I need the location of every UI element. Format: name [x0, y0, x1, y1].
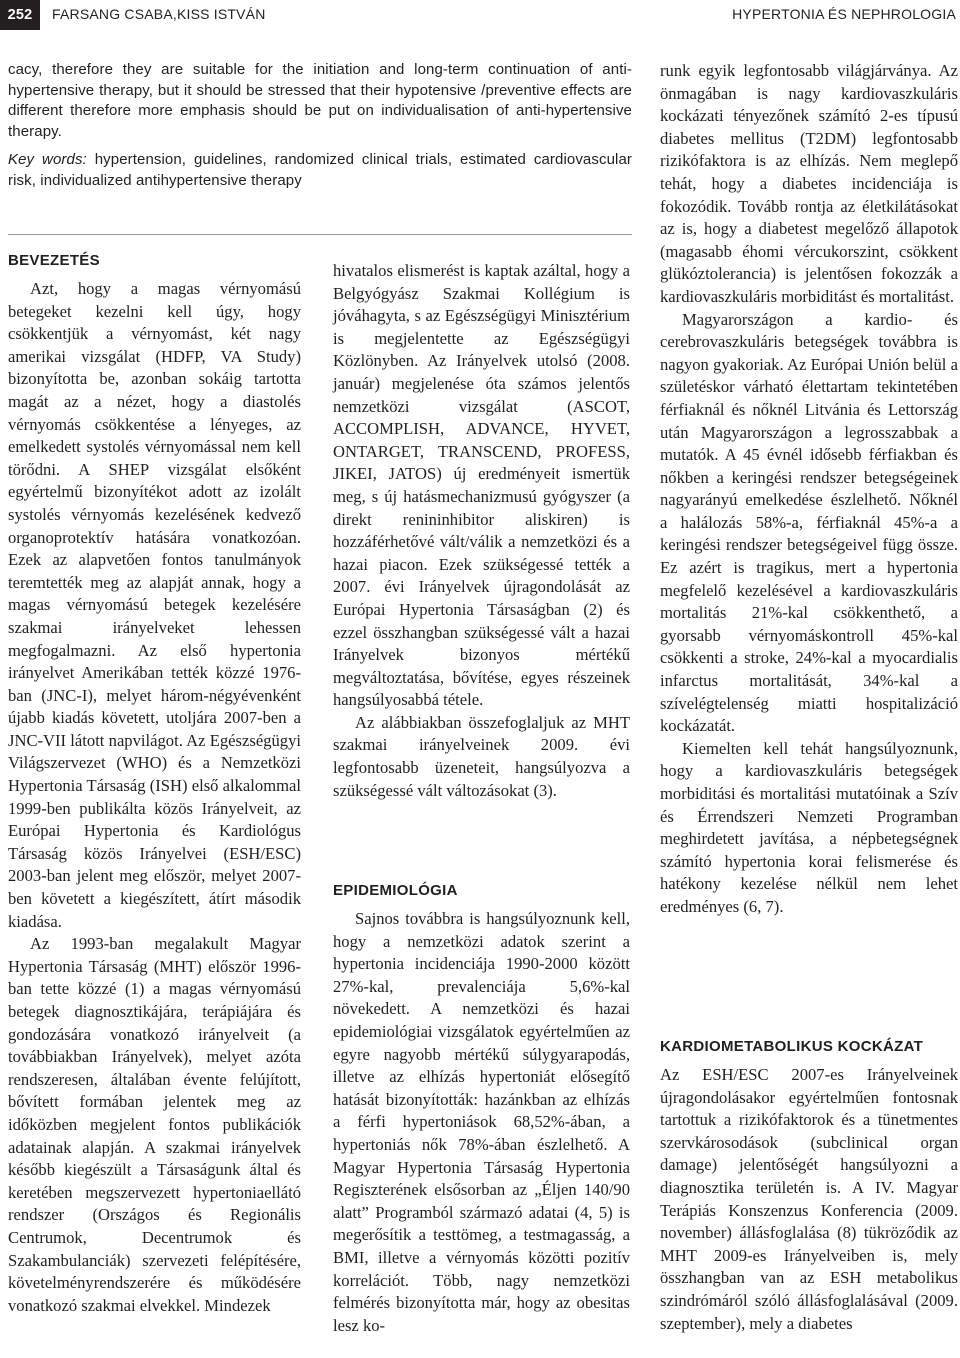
- section-heading-bevezetes: BEVEZETÉS: [8, 252, 100, 269]
- section-heading-epidemiologia: EPIDEMIOLÓGIA: [333, 882, 458, 899]
- text-column-3-continued: [660, 1064, 958, 1335]
- section-heading-kardiometabolikus: KARDIOMETABOLIKUS KOCKÁZAT: [660, 1038, 924, 1055]
- keywords: [8, 150, 632, 191]
- abstract-divider: [8, 234, 632, 235]
- running-journal-title: HYPERTONIA ÉS NEPHROLOGIA: [732, 6, 956, 22]
- paragraph: Magyarországon a kardio- és cerebrovaszkuláris betegségek továbbra is nagyon gyakoriak. Az Európai Unión belül a születéskor várható élettartam tekintetében férfiaknál és nőknél Litvánia és Lettország után Magyarországon a legrosszabbak a mutatók. A 45 évnél idősebb férfiakban és nőkben a keringési rendszer betegségeinek nagyarányú emelkedése észlelhető. Nőknél a halálozás 58%-a, férfiaknál 45%-a a keringési rendszer betegségeivel függ össze. Ez azért is tragikus, mert a hypertonia megfelelő kezelésével a kardiovaszkuláris mortalitás 21%-kal csökkenthető, a gyorsabb vérnyomáskontroll 45%-kal csökkenti a stroke, 24%-kal a myocardialis infarctus mortalitását, 34%-kal a szívelégtelenség miatti hospitalizáció kockázatát.: [660, 309, 958, 736]
- text-column-1: [8, 278, 301, 1317]
- english-abstract: [8, 60, 632, 192]
- paragraph: Azt, hogy a magas vérnyomású betegeket kezelni kell úgy, hogy csökkentjük a vérnyomást, két nagy amerikai vizsgálat (HDFP, VA Study) bizonyította be, azonban sokáig tartotta magát az a nézet, hogy a diastolés vérnyomás csökkentése a lényeges, az emelkedett systolés vérnyomással nem kell törődni. A SHEP vizsgálat elsőként egyértelmű bizonyítékot adott az izolált systolés vérnyomás kezelésének kedvező organoprotektív hatására vonatkozóan. Ezek az alapvetően fontos tanulmányok teremtették meg az alapját annak, hogy a magas vérnyomású betegek kezelésére szakmai irányelveket lehessen megfogalmazni. Az első hypertonia irányelvet Amerikában tették közzé 1976-ban (JNC-I), melyet három-négyévenként újabb kiadás követett, utoljára 2007-ben a JNC-VII látott napvilágot. Az Egészségügyi Világszervezet (WHO) és a Nemzetközi Hypertonia Társaság (ISH) első alkalommal 1999-ben publikálta közös Irányelveit, az Európai Hypertonia és Kardiológus Társaság közös Irányelvei (ESH/ESC) 2003-ban jelent meg először, melyet 2007-ben követett a kiegészített, átírt második kiadása.: [8, 279, 301, 931]
- paragraph: hivatalos elismerést is kaptak azáltal, hogy a Belgyógyász Szakmai Kollégium is jóváhagyta, s az Egészségügyi Minisztérium is megjelentette az Egészségügyi Közlönyben. Az Irányelvek utolsó (2008. január) megjelenése óta számos jelentős nemzetközi vizsgálat (ASCOT, ACCOMPLISH, ADVANCE, HYVET, ONTARGET, TRANSCEND, PROFESS, JIKEI, JATOS) új eredményeit ismertük meg, s új hatásmechanizmusú gyógyszer (a direkt renininhibitor aliskiren) is hozzáférhetővé vált/válik a nemzetközi és a hazai piacon. Ezek szükségessé tették a 2007. évi Irányelvek újragondolását az Európai Hypertonia Társaságban (2) és ezzel összhangban szükségessé vált a hazai Irányelvek bizonyos mértékű megváltoztatása, bővítése, egyes részeinek hangsúlyosabbá tétele.: [333, 261, 630, 710]
- paragraph: runk egyik legfontosabb világjárványa. Az önmagában is nagy kardiovaszkuláris kockázati tényezőnek számító 2-es típusú diabetes mellitus (T2DM) legfontosabb rizikófaktora is az elhízás. Nem meglepő tehát, hogy a diabetes incidenciája is fokozódik. Tovább rontja az életkilátásokat az is, hogy a diabetest megelőző állapotok (magasabb éhomi vércukorszint, csökkent glükóztolerancia) is jelentősen fokozzák a kardiovaszkuláris morbiditást és mortalitást.: [660, 61, 958, 306]
- paragraph: Kiemelten kell tehát hangsúlyoznunk, hogy a kardiovaszkuláris betegségek morbiditási és mortalitási mutatóinak a Szív és Érrendszeri Nemzeti Programban meghirdetett javítása, a népbetegségnek számító hypertonia korai felismerése és hatékony kezelése nélkül nem lehet eredményes (6, 7).: [660, 738, 958, 916]
- running-header: [0, 0, 960, 30]
- keywords-label: Key words:: [8, 151, 87, 169]
- text-column-2-continued: [333, 908, 630, 1337]
- text-column-2: [333, 260, 630, 802]
- paragraph: Az 1993-ban megalakult Magyar Hypertonia Társaság (MHT) először 1996-ban tette közzé (1) a magas vérnyomású betegek diagnosztikájára, terápiájára és gondozására vonatkozó irányelveit (a továbbiakban Irányelvek), melyet azóta rendszeresen, általában évente felújított, bővített formában jelentek meg az időközben megjelent fontos publikációk adatainak alapján. A szakmai irányelvek később kiegészült a Társaságunk által és keretében megszervezett hypertoniaellátó rendszer (Országos és Regionális Centrumok, Decentrumok és Szakambulanciák) szervezeti felépítésére, követelményrendszerére és működésére vonatkozó szakmai elvekkel. Mindezek: [8, 934, 301, 1315]
- paragraph: Sajnos továbbra is hangsúlyoznunk kell, hogy a nemzetközi adatok szerint a hypertonia incidenciája 1990-2000 között 27%-kal, prevalenciája 5,6%-kal növekedett. A nemzetközi és hazai epidemiológiai vizsgálatok egyértelműen az egyre nagyobb mértékű súlygyarapodás, illetve az elhízás hypertoniát elősegítő hatását bizonyították: hazánkban az elhízás a férfi hypertoniások 68,52%-ában, a hypertoniás nők 78%-ában észlelhető. A Magyar Hypertonia Társaság Hypertonia Regiszterének elsősorban az „Éljen 140/90 alatt” Programból származó adatai (4, 5) is megerősítik a testtömeg, a testmagasság, a BMI, illetve a vérnyomás közötti pozitív korrelációt. Több, nagy nemzetközi felmérés bizonyította már, hogy az obesitas lesz ko-: [333, 909, 630, 1335]
- abstract-text: cacy, therefore they are suitable for the initiation and long-term continuation of anti-hypertensive therapy, but it should be stressed that their hypotensive /preventive effects are different therefore more emphasis should be put on individualisation of anti-hypertensive therapy.: [8, 61, 632, 140]
- paragraph: Az ESH/ESC 2007-es Irányelveinek újragondolásakor egyértelműen fontosnak tartottuk a rizikófaktorok és a tünetmentes szervkárosodások (subclinical organ damage) jelentőségét hangsúlyozni a diagnosztika területén is. A IV. Magyar Terápiás Konszenzus Konferencia (2009. november) állásfoglalása (8) tükröződik az MHT 2009-es Irányelveiben is, mely összhangban van az ESH metabolikus szindrómáról szóló állásfoglalásával (2009. szeptember), mely a diabetes: [660, 1065, 958, 1333]
- keywords-text: hypertension, guidelines, randomized clinical trials, estimated cardiovascular risk, individualized antihypertensive therapy: [8, 151, 632, 189]
- running-author: FARSANG CSABA,KISS ISTVÁN: [52, 6, 266, 22]
- text-column-3: [660, 60, 958, 919]
- paragraph: Az alábbiakban összefoglaljuk az MHT szakmai irányelveinek 2009. évi legfontosabb üzeneteit, hangsúlyozva a szükségessé vált változásokat (3).: [333, 712, 630, 800]
- page-number: 252: [0, 0, 40, 30]
